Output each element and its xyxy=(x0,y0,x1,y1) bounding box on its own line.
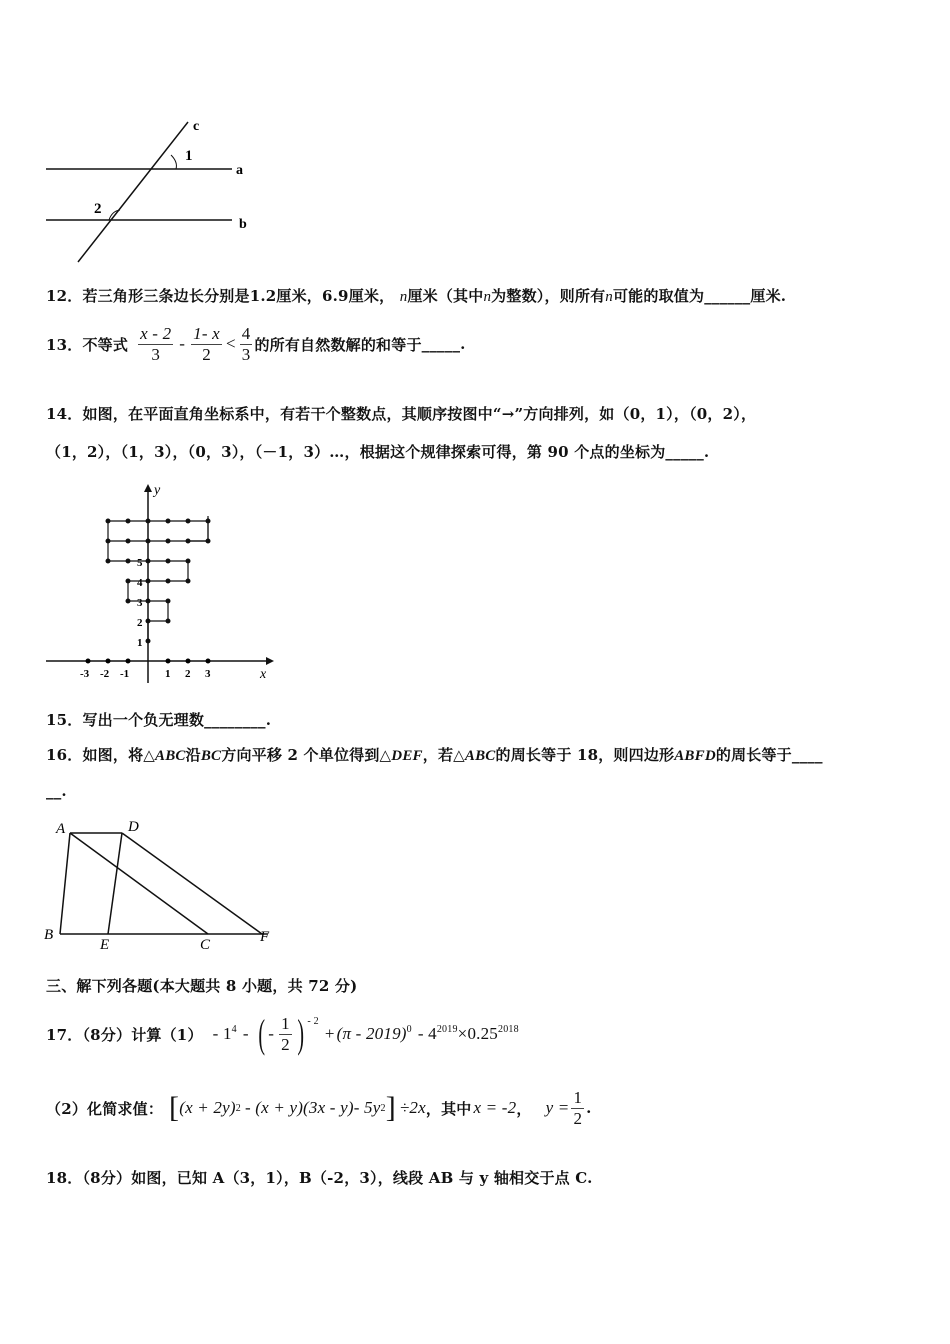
lattice-point xyxy=(106,559,111,564)
lattice-point xyxy=(146,599,151,604)
section-3-title: 三、解下列各题(本大题共 8 小题，共 72 分) xyxy=(46,977,358,995)
q16-answer-blank-cont[interactable]: __ xyxy=(46,782,62,800)
q12-text2: 为整数），则所有 xyxy=(491,287,606,305)
y-tick-label: 5 xyxy=(137,557,143,569)
q17-expression-2: [ (x + 2y) 2 - (x + y)(3x - y)- 5y 2 ] ÷2x xyxy=(169,1091,426,1124)
x-tick-label: -2 xyxy=(100,668,110,680)
lattice-point xyxy=(186,519,191,524)
question-16: 16．如图，将△ABC沿BC方向平移 2 个单位得到△DEF，若△ABC的周长等于 18，则四边形ABFD的周长等于____ xyxy=(46,746,823,764)
q13-prefix: 13．不等式 xyxy=(46,335,129,354)
x-axis-point xyxy=(206,659,211,664)
parallel-lines-figure xyxy=(40,110,270,270)
lattice-point xyxy=(146,579,151,584)
x-tick-label: -3 xyxy=(80,668,90,680)
q12-var-n3: n xyxy=(605,289,613,305)
point-B-label: B xyxy=(44,927,54,943)
y-tick-label: 3 xyxy=(137,597,143,609)
y-axis-arrow xyxy=(144,484,152,492)
lattice-point xyxy=(206,519,211,524)
lattice-point xyxy=(186,579,191,584)
lattice-point xyxy=(126,599,131,604)
q12-var-n2: n xyxy=(483,289,492,305)
q12-text1: 厘米（其中 xyxy=(407,287,484,305)
lattice-point xyxy=(106,539,111,544)
lattice-point xyxy=(206,539,211,544)
q12-text4: 厘米. xyxy=(750,287,787,305)
coordinate-figure xyxy=(40,478,280,693)
q12-unit1: 厘米， xyxy=(276,287,322,305)
x-axis-point xyxy=(126,659,131,664)
lattice-point xyxy=(166,579,171,584)
lattice-point xyxy=(146,639,151,644)
q17-expression-1: - 1 $^4$ - ( - $\frac{1}{2}$ ) $^{- 2}$ + (π - 2019) $^0$ - 4 $^{2019}$ ×0.25 $^{2018}$ xyxy=(212,1011,519,1056)
q13-answer-blank[interactable]: _____ xyxy=(421,335,461,353)
q13-fraction-3: $\frac{4}{3}$ xyxy=(241,323,251,364)
q14-answer-blank[interactable]: _____ xyxy=(665,443,704,461)
x-tick-label: 3 xyxy=(205,668,211,680)
question-12 xyxy=(46,285,786,306)
q12-side-b: 6.9 xyxy=(322,287,349,305)
lattice-point xyxy=(186,559,191,564)
q16-answer-blank[interactable]: ____ xyxy=(791,746,823,764)
q12-text3: 可能的取值为 xyxy=(612,287,705,305)
segment-AC xyxy=(70,833,208,934)
lattice-point xyxy=(166,519,171,524)
lattice-point xyxy=(126,519,131,524)
x-axis-point xyxy=(86,659,91,664)
q17-part2-label: （2）化简求值： xyxy=(46,1099,164,1118)
question-16-cont: __. xyxy=(46,782,67,800)
q13-suffix: 的所有自然数解的和等于 xyxy=(254,335,422,354)
x-tick-label: 1 xyxy=(165,668,171,680)
label-c: c xyxy=(193,119,200,134)
lattice-point xyxy=(186,539,191,544)
y-tick-label: 1 xyxy=(137,637,143,649)
lattice-point xyxy=(146,619,151,624)
point-F-label: F xyxy=(260,929,270,945)
y-tick-label: 2 xyxy=(137,617,143,629)
question-15: 15．写出一个负无理数________. xyxy=(46,711,272,729)
q12-unit2: 厘米， xyxy=(348,287,395,305)
q13-inequality: $\frac{x - 2}{3}$ - $\frac{1- x}{2}$ < $\frac{4}{3}$ xyxy=(140,323,251,364)
lattice-point xyxy=(126,559,131,564)
x-axis-point xyxy=(166,659,171,664)
line-c xyxy=(78,122,188,262)
lattice-point xyxy=(166,599,171,604)
x-axis-point xyxy=(186,659,191,664)
question-17 xyxy=(46,1006,519,1062)
point-A-label: A xyxy=(56,821,66,837)
q15-answer-blank[interactable]: ________ xyxy=(204,711,266,729)
x-axis-arrow xyxy=(266,657,274,665)
x-tick-label: -1 xyxy=(120,668,130,680)
x-axis-point xyxy=(106,659,111,664)
y-tick-label: 4 xyxy=(137,577,143,589)
q17-where: ，其中 xyxy=(425,1099,472,1118)
x-tick-label: 2 xyxy=(185,668,191,680)
q12-answer-blank[interactable]: ______ xyxy=(704,287,751,305)
lattice-point xyxy=(146,559,151,564)
question-17-part2: （2）化简求值： [ (x + 2y) 2 - (x + y)(3x - y)- 5y 2 ] ÷2x ，其中 x = -2 ， y = $\frac{1}{2}$ . xyxy=(46,1087,592,1128)
lattice-point xyxy=(166,619,171,624)
lattice-point xyxy=(166,539,171,544)
translation-figure xyxy=(40,815,280,955)
point-C-label: C xyxy=(200,937,211,953)
label-b: b xyxy=(239,217,247,232)
lattice-point xyxy=(146,519,151,524)
angle-1-arc xyxy=(171,155,176,169)
q12-var-n: n xyxy=(399,289,408,305)
label-1: 1 xyxy=(185,148,193,164)
label-2: 2 xyxy=(94,201,102,217)
q13-fraction-2: $\frac{1- x}{2}$ xyxy=(193,323,220,364)
point-D-label: D xyxy=(128,819,139,835)
lattice-point xyxy=(166,559,171,564)
lattice-point xyxy=(146,539,151,544)
question-18: 18．（8分）如图，已知 A（3，1），B（-2，3），线段 AB 与 y 轴相交于点 C. xyxy=(46,1169,593,1187)
q17-y-value: y = $\frac{1}{2}$ xyxy=(545,1087,583,1128)
lattice-point xyxy=(126,539,131,544)
point-path xyxy=(108,521,208,641)
q12-side-a: 1.2 xyxy=(249,287,277,305)
q12-prefix: 12．若三角形三条边长分别是 xyxy=(46,287,250,305)
q13-fraction-1: $\frac{x - 2}{3}$ xyxy=(140,323,172,364)
x-axis-label: x xyxy=(260,667,267,682)
question-14-line2: （1，2），（1，3），（0，3），（－1，3）…，根据这个规律探索可得，第 90 个点的坐标为_____. xyxy=(46,443,710,461)
segment-DE xyxy=(108,833,122,934)
lattice-point xyxy=(126,579,131,584)
label-a: a xyxy=(236,163,243,178)
lattice-point xyxy=(106,519,111,524)
q17-x-value: x = -2 xyxy=(473,1098,517,1117)
question-14-line1: 14．如图，在平面直角坐标系中，有若干个整数点，其顺序按图中“→”方向排列，如（0，1），（0，2）， xyxy=(46,405,757,423)
point-E-label: E xyxy=(100,937,110,953)
question-13: 13．不等式 $\frac{x - 2}{3}$ - $\frac{1- x}{2}$ < $\frac{4}{3}$ 的所有自然数解的和等于 _____ . xyxy=(46,323,466,364)
y-axis-label: y xyxy=(154,483,161,498)
q17-label: 17．（8分）计算（1） xyxy=(46,1025,203,1044)
segment-AB xyxy=(60,833,70,934)
segment-DF xyxy=(122,833,262,934)
